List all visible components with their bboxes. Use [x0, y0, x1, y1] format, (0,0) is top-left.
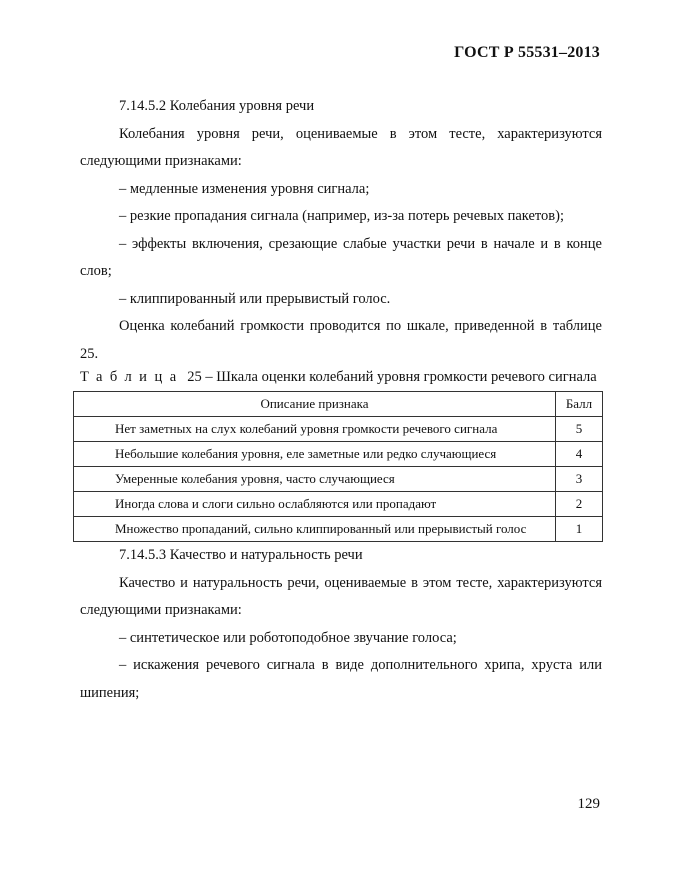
column-header-score: Балл: [556, 392, 603, 417]
list-item: – эффекты включения, срезающие слабые участки речи в начале и в конце слов;: [80, 235, 602, 279]
section-heading-7-14-5-3: 7.14.5.3 Качество и натуральность речи: [119, 547, 363, 563]
table-caption-label: Таблица: [80, 369, 184, 385]
table-row: [74, 467, 603, 492]
list-item: – медленные изменения уровня сигнала;: [119, 180, 370, 197]
list-item: – резкие пропадания сигнала (например, из-за потерь речевых пакетов);: [119, 208, 565, 224]
paragraph-intro: Колебания уровня речи, оцениваемые в этом тесте, характеризуются следующими признаками:: [80, 125, 602, 169]
table-cell-score: 3: [556, 467, 603, 492]
table-cell-score: 1: [556, 517, 603, 542]
table-cell-score: 4: [556, 442, 603, 467]
table-row: [74, 417, 603, 442]
table-row: [74, 517, 603, 542]
list-item: – искажения речевого сигнала в виде дополнительного хрипа, хруста или шипения;: [80, 657, 602, 701]
table-cell-description: Множество пропаданий, сильно клиппированный или прерывистый голос: [74, 517, 556, 542]
paragraph-outro: Оценка колебаний громкости проводится по шкале, приведенной в таблице 25.: [80, 318, 602, 362]
table-cell-description: Нет заметных на слух колебаний уровня громкости речевого сигнала: [74, 417, 556, 442]
table-cell-description: Иногда слова и слоги сильно ослабляются или пропадают: [74, 492, 556, 517]
paragraph-intro: Качество и натуральность речи, оцениваемые в этом тесте, характеризуются следующими признаками:: [80, 574, 602, 618]
table-caption: [80, 369, 602, 385]
table-caption-title: 25 – Шкала оценки колебаний уровня громкости речевого сигнала: [183, 369, 597, 385]
page-number: 129: [577, 796, 600, 812]
page-content: [80, 93, 602, 707]
column-header-description: Описание признака: [74, 392, 556, 417]
table-cell-description: Небольшие колебания уровня, еле заметные или редко случающиеся: [74, 442, 556, 467]
list-item: – синтетическое или роботоподобное звучание голоса;: [119, 629, 457, 646]
list-item: – клиппированный или прерывистый голос.: [119, 290, 391, 307]
table-cell-score: 5: [556, 417, 603, 442]
section-heading-7-14-5-2: 7.14.5.2 Колебания уровня речи: [119, 98, 315, 114]
table-row: [74, 442, 603, 467]
rating-scale-table: [73, 391, 603, 542]
table-row: [74, 492, 603, 517]
table-cell-score: 2: [556, 492, 603, 517]
table-header-row: [74, 392, 603, 417]
table-cell-description: Умеренные колебания уровня, часто случающиеся: [74, 467, 556, 492]
document-header: ГОСТ Р 55531–2013: [454, 44, 600, 61]
